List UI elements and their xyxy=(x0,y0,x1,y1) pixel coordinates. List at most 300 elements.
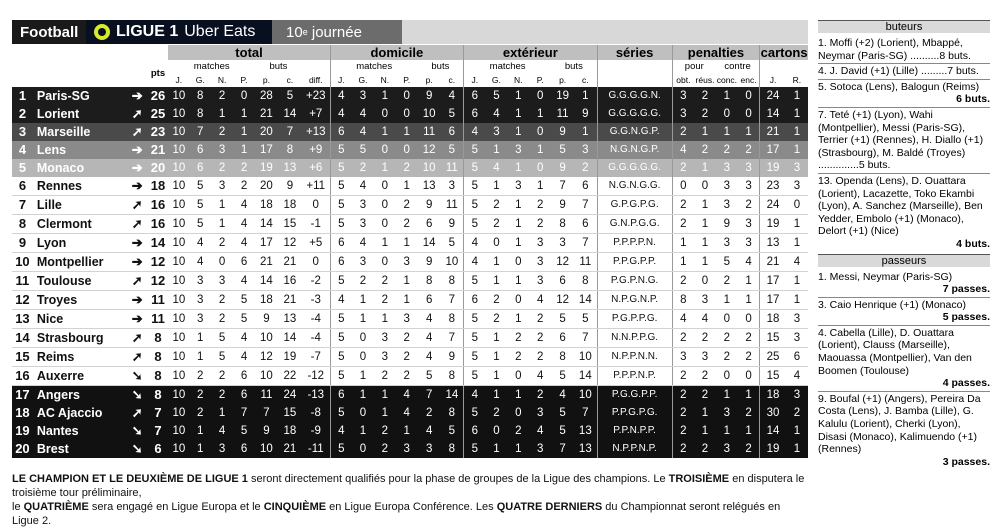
stat-cell-aG: 1 xyxy=(485,386,507,405)
stat-cell-hc: 11 xyxy=(441,196,464,215)
team-name: Monaco xyxy=(33,159,127,177)
stat-cell-hG: 2 xyxy=(352,159,374,177)
stat-cell-diff: -11 xyxy=(302,440,330,458)
stat-cell-N: 1 xyxy=(211,105,233,123)
stat-cell-P: 4 xyxy=(233,234,255,253)
rank-cell: 11 xyxy=(12,272,33,291)
stat-cell-hG: 1 xyxy=(352,291,374,310)
stat-cell-c: 14 xyxy=(278,105,302,123)
list-item xyxy=(818,175,990,252)
stat-cell-J: 10 xyxy=(168,272,189,291)
stat-cell-ser: P.P.P.N.P. xyxy=(597,367,672,386)
stat-cell-hG: 1 xyxy=(352,386,374,405)
stat-cell-c: 8 xyxy=(278,141,302,159)
stat-cell-hP: 2 xyxy=(396,329,418,348)
stat-cell-conc: 1 xyxy=(716,87,738,105)
stat-cell-N: 2 xyxy=(211,123,233,141)
standings-table xyxy=(12,45,808,458)
stat-cell-diff: -3 xyxy=(302,291,330,310)
stat-cell-yc: 19 xyxy=(760,215,786,234)
stat-cell-enc: 0 xyxy=(738,367,760,386)
stat-cell-P: 5 xyxy=(233,310,255,329)
stat-cell-hJ: 5 xyxy=(330,141,352,159)
stat-cell-G: 2 xyxy=(189,386,211,405)
stat-cell-aP: 2 xyxy=(529,348,551,367)
stat-cell-aN: 1 xyxy=(507,87,529,105)
stat-cell-hc: 8 xyxy=(441,367,464,386)
stat-cell-enc: 3 xyxy=(738,177,760,196)
stat-cell-J: 10 xyxy=(168,329,189,348)
list-item xyxy=(818,37,990,64)
group-streak: séries xyxy=(597,45,672,60)
stat-cell-P: 6 xyxy=(233,253,255,272)
stat-cell-hp: 4 xyxy=(418,422,441,440)
stat-cell-reus: 1 xyxy=(694,196,716,215)
stat-cell-hp: 9 xyxy=(418,253,441,272)
stat-cell-obt: 4 xyxy=(672,310,694,329)
stat-cell-J: 10 xyxy=(168,440,189,458)
team-name: Marseille xyxy=(33,123,127,141)
stat-cell-hc: 14 xyxy=(441,386,464,405)
stat-cell-hG: 4 xyxy=(352,123,374,141)
stat-cell-ser: G.G.G.G.N. xyxy=(597,87,672,105)
team-name: Reims xyxy=(33,348,127,367)
stat-cell-hN: 3 xyxy=(374,329,396,348)
stat-cell-hG: 3 xyxy=(352,253,374,272)
stat-cell-N: 2 xyxy=(211,310,233,329)
stat-cell-hJ: 6 xyxy=(330,253,352,272)
stat-cell-hG: 3 xyxy=(352,215,374,234)
stat-cell-ac: 8 xyxy=(574,272,597,291)
trend-arrow-icon: ➔ xyxy=(127,291,148,310)
stat-cell-p: 17 xyxy=(255,141,278,159)
stat-cell-hp: 9 xyxy=(418,87,441,105)
stat-cell-hG: 2 xyxy=(352,272,374,291)
rank-cell: 19 xyxy=(12,422,33,440)
table-row xyxy=(12,291,808,310)
table-row xyxy=(12,177,808,196)
stat-cell-ap: 12 xyxy=(551,253,574,272)
stat-cell-aN: 1 xyxy=(507,386,529,405)
stat-cell-N: 2 xyxy=(211,234,233,253)
rank-cell: 6 xyxy=(12,177,33,196)
stat-cell-aG: 1 xyxy=(485,141,507,159)
stat-cell-aJ: 5 xyxy=(464,196,486,215)
stat-cell-ap: 9 xyxy=(551,123,574,141)
stat-cell-P: 4 xyxy=(233,348,255,367)
stat-cell-rc: 4 xyxy=(786,253,808,272)
list-item xyxy=(818,393,990,470)
stat-cell-aJ: 5 xyxy=(464,215,486,234)
stat-cell-diff: +5 xyxy=(302,234,330,253)
stat-cell-ac: 10 xyxy=(574,348,597,367)
stat-cell-hJ: 5 xyxy=(330,272,352,291)
table-row xyxy=(12,367,808,386)
stat-cell-p: 11 xyxy=(255,386,278,405)
stat-cell-p: 18 xyxy=(255,196,278,215)
stat-cell-aJ: 4 xyxy=(464,123,486,141)
team-name: Rennes xyxy=(33,177,127,196)
stat-cell-hp: 3 xyxy=(418,440,441,458)
table-row xyxy=(12,196,808,215)
team-name: Brest xyxy=(33,440,127,458)
table-row xyxy=(12,123,808,141)
stat-cell-aG: 2 xyxy=(485,291,507,310)
stat-cell-obt: 2 xyxy=(672,196,694,215)
stat-cell-p: 12 xyxy=(255,348,278,367)
stat-cell-aP: 1 xyxy=(529,177,551,196)
stat-cell-yc: 19 xyxy=(760,159,786,177)
stat-cell-reus: 1 xyxy=(694,422,716,440)
stat-cell-N: 0 xyxy=(211,253,233,272)
stat-cell-diff: 0 xyxy=(302,196,330,215)
stat-cell-aJ: 6 xyxy=(464,422,486,440)
stat-cell-c: 21 xyxy=(278,253,302,272)
stat-cell-aJ: 5 xyxy=(464,141,486,159)
stat-cell-hc: 4 xyxy=(441,87,464,105)
trend-arrow-icon: ➔ xyxy=(127,87,148,105)
stat-cell-obt: 2 xyxy=(672,386,694,405)
stat-cell-ac: 1 xyxy=(574,123,597,141)
stat-cell-ser: P.P.N.P.P. xyxy=(597,422,672,440)
stat-cell-J: 10 xyxy=(168,159,189,177)
stat-cell-aN: 0 xyxy=(507,404,529,422)
rank-cell: 7 xyxy=(12,196,33,215)
stat-cell-ap: 8 xyxy=(551,348,574,367)
stat-cell-obt: 0 xyxy=(672,177,694,196)
stat-cell-p: 19 xyxy=(255,159,278,177)
stat-cell-obt: 2 xyxy=(672,123,694,141)
stat-cell-P: 5 xyxy=(233,422,255,440)
table-row xyxy=(12,253,808,272)
points-cell: 11 xyxy=(148,310,169,329)
stat-cell-enc: 1 xyxy=(738,123,760,141)
stat-cell-G: 5 xyxy=(189,177,211,196)
stat-cell-hp: 14 xyxy=(418,234,441,253)
table-row xyxy=(12,310,808,329)
stat-cell-reus: 2 xyxy=(694,440,716,458)
stat-cell-aJ: 6 xyxy=(464,87,486,105)
stat-cell-yc: 14 xyxy=(760,422,786,440)
stat-cell-N: 3 xyxy=(211,177,233,196)
table-row xyxy=(12,272,808,291)
stat-cell-hp: 5 xyxy=(418,367,441,386)
stat-cell-aP: 3 xyxy=(529,272,551,291)
stat-cell-obt: 1 xyxy=(672,253,694,272)
stat-cell-ap: 9 xyxy=(551,159,574,177)
stat-cell-diff: -8 xyxy=(302,404,330,422)
stat-cell-hJ: 5 xyxy=(330,196,352,215)
points-cell: 20 xyxy=(148,159,169,177)
stat-cell-c: 5 xyxy=(278,87,302,105)
trend-arrow-icon: ➚ xyxy=(127,123,148,141)
stat-cell-reus: 3 xyxy=(694,348,716,367)
stat-cell-ac: 13 xyxy=(574,440,597,458)
stat-cell-ac: 7 xyxy=(574,329,597,348)
stat-cell-ac: 6 xyxy=(574,177,597,196)
stat-cell-ser: G.G.N.G.P. xyxy=(597,123,672,141)
stat-cell-enc: 2 xyxy=(738,348,760,367)
stat-cell-conc: 3 xyxy=(716,234,738,253)
list-item-text: 13. Openda (Lens), D. Ouattara (Lorient), Lacazette, Toko Ekambi (Lyon), A. Sanchez (Marseille), Ben Yedder, Embolo (+1) (Monaco), Delort (+1) (Nice) xyxy=(818,174,983,238)
stat-cell-diff: -9 xyxy=(302,422,330,440)
points-cell: 16 xyxy=(148,215,169,234)
stat-cell-aP: 4 xyxy=(529,422,551,440)
stat-cell-N: 4 xyxy=(211,422,233,440)
stat-cell-reus: 2 xyxy=(694,105,716,123)
stat-cell-enc: 3 xyxy=(738,215,760,234)
stat-cell-reus: 4 xyxy=(694,310,716,329)
subgroup-header-row: pts matches buts matches buts matches buts pour contre xyxy=(12,60,808,73)
column-header-row: J. G. N. P. p. c. diff. J. G. N. P. p. c. J. G. N. P. p. c. obt. réus. conc. enc. J. R. xyxy=(175,75,802,85)
stat-cell-aP: 0 xyxy=(529,123,551,141)
stat-cell-obt: 3 xyxy=(672,348,694,367)
stat-cell-yc: 18 xyxy=(760,310,786,329)
stat-cell-conc: 3 xyxy=(716,440,738,458)
stat-cell-obt: 2 xyxy=(672,404,694,422)
stat-cell-enc: 0 xyxy=(738,87,760,105)
stat-cell-aP: 2 xyxy=(529,310,551,329)
stat-cell-hG: 4 xyxy=(352,234,374,253)
stat-cell-obt: 2 xyxy=(672,159,694,177)
stat-cell-hP: 4 xyxy=(396,386,418,405)
stat-cell-aJ: 6 xyxy=(464,291,486,310)
header-bar xyxy=(12,20,808,44)
stat-cell-p: 14 xyxy=(255,215,278,234)
stat-cell-hp: 6 xyxy=(418,215,441,234)
stat-cell-diff: +13 xyxy=(302,123,330,141)
stat-cell-rc: 1 xyxy=(786,272,808,291)
points-cell: 26 xyxy=(148,87,169,105)
scorers-list xyxy=(818,33,990,252)
stat-cell-hG: 0 xyxy=(352,329,374,348)
rank-cell: 10 xyxy=(12,253,33,272)
points-cell: 16 xyxy=(148,196,169,215)
league-name: LIGUE 1 xyxy=(116,23,179,40)
stat-cell-hG: 1 xyxy=(352,310,374,329)
stat-cell-ac: 9 xyxy=(574,105,597,123)
stat-cell-ac: 5 xyxy=(574,310,597,329)
stat-cell-p: 20 xyxy=(255,123,278,141)
stat-cell-ap: 4 xyxy=(551,386,574,405)
stat-cell-hp: 4 xyxy=(418,310,441,329)
stat-cell-hG: 1 xyxy=(352,422,374,440)
stat-cell-yc: 23 xyxy=(760,177,786,196)
league-logo xyxy=(86,20,272,44)
stat-cell-N: 3 xyxy=(211,272,233,291)
stat-cell-c: 18 xyxy=(278,196,302,215)
stat-cell-ap: 3 xyxy=(551,234,574,253)
stat-cell-conc: 5 xyxy=(716,253,738,272)
stat-cell-aG: 2 xyxy=(485,196,507,215)
rank-cell: 9 xyxy=(12,234,33,253)
list-item-text: 7. Teté (+1) (Lyon), Wahi (Montpellier), Messi (Paris-SG), Terrier (+1) (Rennes), H. Diallo (+1) (Strasbourg), M. Baldé (Troyes) ..............5 buts. xyxy=(818,108,984,172)
stat-cell-hJ: 5 xyxy=(330,367,352,386)
stat-cell-ap: 9 xyxy=(551,196,574,215)
stat-cell-conc: 1 xyxy=(716,123,738,141)
trend-arrow-icon: ➚ xyxy=(127,329,148,348)
team-name: Paris-SG xyxy=(33,87,127,105)
stat-cell-p: 9 xyxy=(255,310,278,329)
stat-cell-ap: 5 xyxy=(551,367,574,386)
stat-cell-yc: 13 xyxy=(760,234,786,253)
stat-cell-N: 2 xyxy=(211,87,233,105)
stat-cell-aP: 2 xyxy=(529,386,551,405)
stat-cell-ac: 7 xyxy=(574,234,597,253)
stat-cell-c: 14 xyxy=(278,329,302,348)
stat-cell-hc: 10 xyxy=(441,253,464,272)
stat-cell-ap: 8 xyxy=(551,215,574,234)
stat-cell-ser: P.G.P.N.G. xyxy=(597,272,672,291)
header-filler xyxy=(402,20,808,44)
stat-cell-hJ: 4 xyxy=(330,87,352,105)
stat-cell-hG: 3 xyxy=(352,196,374,215)
stat-cell-hc: 3 xyxy=(441,177,464,196)
stat-cell-ap: 19 xyxy=(551,87,574,105)
stat-cell-hP: 2 xyxy=(396,367,418,386)
stat-cell-yc: 24 xyxy=(760,87,786,105)
stat-cell-P: 6 xyxy=(233,440,255,458)
stat-cell-aN: 1 xyxy=(507,105,529,123)
stat-cell-conc: 2 xyxy=(716,141,738,159)
stat-cell-G: 8 xyxy=(189,87,211,105)
stat-cell-ac: 1 xyxy=(574,87,597,105)
stat-cell-hJ: 4 xyxy=(330,105,352,123)
stat-cell-aJ: 4 xyxy=(464,386,486,405)
stat-cell-c: 9 xyxy=(278,177,302,196)
stat-cell-hN: 2 xyxy=(374,440,396,458)
stat-cell-yc: 14 xyxy=(760,105,786,123)
stat-cell-hP: 1 xyxy=(396,234,418,253)
stat-cell-ap: 5 xyxy=(551,404,574,422)
stat-cell-N: 2 xyxy=(211,386,233,405)
stat-cell-hJ: 4 xyxy=(330,291,352,310)
stat-cell-hG: 0 xyxy=(352,404,374,422)
stat-cell-hJ: 5 xyxy=(330,348,352,367)
points-cell: 8 xyxy=(148,329,169,348)
stat-cell-hN: 2 xyxy=(374,272,396,291)
table-row xyxy=(12,404,808,422)
stat-cell-N: 3 xyxy=(211,440,233,458)
stat-cell-hJ: 5 xyxy=(330,329,352,348)
stat-cell-conc: 3 xyxy=(716,177,738,196)
list-item xyxy=(818,299,990,326)
stat-cell-obt: 1 xyxy=(672,234,694,253)
stat-cell-c: 7 xyxy=(278,123,302,141)
stat-cell-P: 4 xyxy=(233,196,255,215)
stat-cell-N: 3 xyxy=(211,141,233,159)
stat-cell-ac: 2 xyxy=(574,159,597,177)
stat-cell-aP: 2 xyxy=(529,215,551,234)
stat-cell-N: 1 xyxy=(211,404,233,422)
stat-cell-diff: -4 xyxy=(302,329,330,348)
team-name: AC Ajaccio xyxy=(33,404,127,422)
points-cell: 8 xyxy=(148,348,169,367)
side-panel xyxy=(818,20,990,470)
stat-cell-hP: 2 xyxy=(396,215,418,234)
stat-cell-yc: 18 xyxy=(760,386,786,405)
stat-cell-hG: 4 xyxy=(352,177,374,196)
stat-cell-obt: 3 xyxy=(672,105,694,123)
ligue1-logo-icon xyxy=(94,24,110,40)
stat-cell-aN: 0 xyxy=(507,253,529,272)
list-item-total: 4 buts. xyxy=(956,237,990,250)
stat-cell-hJ: 6 xyxy=(330,123,352,141)
stat-cell-aP: 4 xyxy=(529,291,551,310)
stat-cell-hp: 6 xyxy=(418,291,441,310)
rank-cell: 14 xyxy=(12,329,33,348)
stat-cell-c: 21 xyxy=(278,440,302,458)
stat-cell-reus: 2 xyxy=(694,87,716,105)
stat-cell-hP: 1 xyxy=(396,272,418,291)
stat-cell-p: 10 xyxy=(255,367,278,386)
stat-cell-aG: 4 xyxy=(485,105,507,123)
stat-cell-N: 5 xyxy=(211,329,233,348)
stat-cell-conc: 1 xyxy=(716,422,738,440)
list-item-text: 4. J. David (+1) (Lille) .........7 buts. xyxy=(818,65,979,78)
stat-cell-hN: 2 xyxy=(374,367,396,386)
list-item-text: 3. Caio Henrique (+1) (Monaco) xyxy=(818,298,966,311)
team-name: Montpellier xyxy=(33,253,127,272)
stat-cell-G: 6 xyxy=(189,159,211,177)
stat-cell-aG: 2 xyxy=(485,310,507,329)
stat-cell-J: 10 xyxy=(168,215,189,234)
stat-cell-conc: 2 xyxy=(716,329,738,348)
stat-cell-ser: P.G.G.P.P. xyxy=(597,386,672,405)
stat-cell-hJ: 5 xyxy=(330,159,352,177)
stat-cell-rc: 3 xyxy=(786,159,808,177)
stat-cell-hN: 0 xyxy=(374,177,396,196)
stat-cell-ser: G.G.G.G.G. xyxy=(597,105,672,123)
trend-arrow-icon: ➘ xyxy=(127,386,148,405)
stat-cell-yc: 25 xyxy=(760,348,786,367)
stat-cell-ac: 7 xyxy=(574,196,597,215)
stat-cell-reus: 1 xyxy=(694,404,716,422)
team-name: Clermont xyxy=(33,215,127,234)
stat-cell-ap: 7 xyxy=(551,177,574,196)
stat-cell-rc: 3 xyxy=(786,329,808,348)
stat-cell-hp: 10 xyxy=(418,159,441,177)
stat-cell-aG: 1 xyxy=(485,253,507,272)
stat-cell-hc: 6 xyxy=(441,123,464,141)
stat-cell-conc: 1 xyxy=(716,291,738,310)
points-cell: 18 xyxy=(148,177,169,196)
stat-cell-hP: 1 xyxy=(396,291,418,310)
stat-cell-aP: 1 xyxy=(529,105,551,123)
stat-cell-ser: P.P.G.P.G. xyxy=(597,404,672,422)
stat-cell-conc: 0 xyxy=(716,105,738,123)
stat-cell-yc: 15 xyxy=(760,329,786,348)
stat-cell-P: 1 xyxy=(233,123,255,141)
stat-cell-aN: 3 xyxy=(507,177,529,196)
stat-cell-hN: 2 xyxy=(374,291,396,310)
trend-arrow-icon: ➔ xyxy=(127,141,148,159)
stat-cell-reus: 1 xyxy=(694,234,716,253)
stat-cell-hN: 0 xyxy=(374,141,396,159)
stat-cell-aP: 3 xyxy=(529,253,551,272)
stat-cell-aJ: 5 xyxy=(464,310,486,329)
stat-cell-ac: 13 xyxy=(574,422,597,440)
stat-cell-hP: 2 xyxy=(396,159,418,177)
stat-cell-diff: 0 xyxy=(302,253,330,272)
stat-cell-hJ: 6 xyxy=(330,386,352,405)
stat-cell-reus: 2 xyxy=(694,386,716,405)
stat-cell-ser: P.G.P.P.G. xyxy=(597,310,672,329)
stat-cell-G: 1 xyxy=(189,422,211,440)
points-cell: 6 xyxy=(148,440,169,458)
stat-cell-ac: 14 xyxy=(574,291,597,310)
trend-arrow-icon: ➚ xyxy=(127,105,148,123)
